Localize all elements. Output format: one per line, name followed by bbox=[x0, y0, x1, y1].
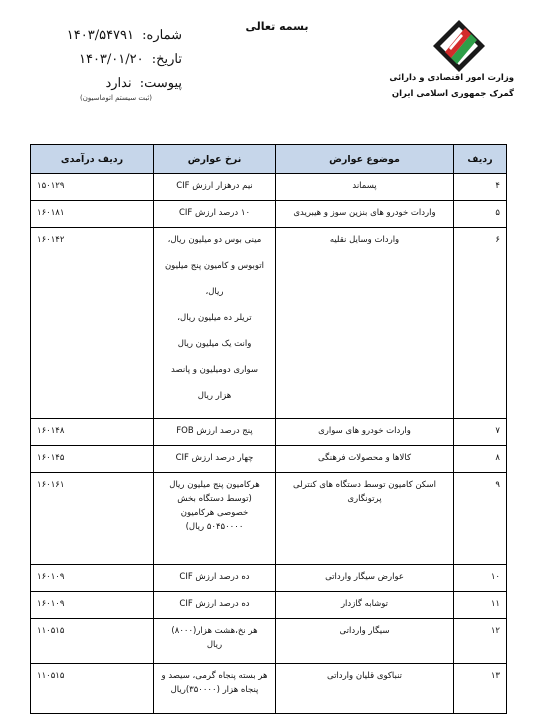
attachment-value: ندارد bbox=[105, 76, 132, 91]
income-code-cell: ۱۱۰۵۱۵ bbox=[31, 664, 154, 714]
rate-line: سواری دومیلیون و پانصد bbox=[170, 365, 259, 375]
rate-line: هرکامیون پنج میلیون ریال bbox=[169, 480, 260, 490]
table-row bbox=[31, 201, 507, 228]
table-row bbox=[31, 565, 507, 592]
rate-cell bbox=[154, 201, 276, 228]
table-header-row bbox=[31, 145, 507, 174]
row-number-cell: ۹ bbox=[454, 473, 507, 565]
letter-date bbox=[22, 48, 182, 72]
rate-cell bbox=[154, 473, 276, 565]
rate-line: مینی بوس دو میلیون ریال، bbox=[167, 235, 262, 245]
col-row-header: ردیف bbox=[454, 145, 507, 174]
rate-line: اتوبوس و کامیون پنج میلیون bbox=[164, 261, 265, 271]
rate-cell bbox=[154, 174, 276, 201]
table-row bbox=[31, 619, 507, 664]
income-code-cell: ۱۶۰۱۸۱ bbox=[31, 201, 154, 228]
row-number-cell: ۸ bbox=[454, 446, 507, 473]
col-income-header: ردیف درآمدی bbox=[31, 145, 154, 174]
row-number-cell: ۷ bbox=[454, 419, 507, 446]
table-body bbox=[31, 174, 507, 714]
rate-cell bbox=[154, 446, 276, 473]
table-row bbox=[31, 592, 507, 619]
organization-name bbox=[389, 70, 514, 102]
income-code-cell: ۱۵۰۱۲۹ bbox=[31, 174, 154, 201]
letter-header bbox=[0, 0, 534, 145]
org-ministry: وزارت امور اقتصادی و دارائی bbox=[389, 73, 514, 83]
rate-cell bbox=[154, 228, 276, 419]
row-number-cell: ۱۲ bbox=[454, 619, 507, 664]
customs-logo-icon bbox=[431, 18, 487, 74]
rate-line: وانت یک میلیون ریال bbox=[177, 339, 252, 349]
rate-line: نیم درهزار ارزش CIF bbox=[176, 181, 253, 191]
rate-line: پنج درصد ارزش FOB bbox=[176, 426, 253, 436]
letter-meta bbox=[22, 24, 182, 102]
rate-line: تریلر ده میلیون ریال، bbox=[177, 313, 252, 323]
rate-line: (توسط دستگاه بخش bbox=[177, 494, 252, 504]
rate-cell bbox=[154, 419, 276, 446]
rate-line: پنجاه هزار (۳۵۰۰۰۰)ریال bbox=[170, 685, 259, 695]
subject-cell: کالاها و محصولات فرهنگی bbox=[276, 446, 454, 473]
subject-cell: سیگار وارداتی bbox=[276, 619, 454, 664]
income-code-cell: ۱۶۰۱۰۹ bbox=[31, 565, 154, 592]
income-code-cell: ۱۶۰۱۶۱ bbox=[31, 473, 154, 565]
row-number-cell: ۶ bbox=[454, 228, 507, 419]
attachment-label: پیوست: bbox=[139, 76, 182, 91]
rate-line: ۵۰۴۵۰۰۰۰ ریال) bbox=[185, 522, 244, 532]
tariff-table bbox=[30, 144, 507, 714]
letter-attachment bbox=[22, 72, 182, 96]
rate-line: چهار درصد ارزش CIF bbox=[175, 453, 254, 463]
subject-cell: واردات وسایل نقلیه bbox=[276, 228, 454, 419]
rate-line: ده درصد ارزش CIF bbox=[179, 572, 250, 582]
table-row bbox=[31, 446, 507, 473]
number-value: ۱۴۰۳/۵۴۷۹۱ bbox=[66, 28, 135, 43]
col-rate-header: نرخ عوارض bbox=[154, 145, 276, 174]
row-number-cell: ۵ bbox=[454, 201, 507, 228]
table-row bbox=[31, 664, 507, 714]
rate-cell bbox=[154, 565, 276, 592]
system-note: (ثبت سیستم اتوماسیون) bbox=[80, 94, 152, 102]
rate-cell bbox=[154, 619, 276, 664]
org-customs: گمرک جمهوری اسلامی ایران bbox=[391, 89, 514, 99]
subject-cell: عوارض سیگار وارداتی bbox=[276, 565, 454, 592]
rate-line: ریال، bbox=[205, 287, 224, 297]
subject-cell: توشابه گازدار bbox=[276, 592, 454, 619]
rate-cell bbox=[154, 592, 276, 619]
bismillah-heading: بسمه تعالی bbox=[245, 20, 309, 33]
income-code-cell: ۱۱۰۵۱۵ bbox=[31, 619, 154, 664]
table-row bbox=[31, 228, 507, 419]
rate-line: هر بسته پنجاه گرمی، سیصد و bbox=[161, 671, 268, 681]
col-subject-header: موضوع عوارض bbox=[276, 145, 454, 174]
rate-line: هر نخ،هشت هزار(۸۰۰۰) bbox=[171, 626, 258, 636]
row-number-cell: ۱۰ bbox=[454, 565, 507, 592]
subject-cell: اسکن کامیون توسط دستگاه های کنترلی پرتونگاری bbox=[276, 473, 454, 565]
number-label: شماره: bbox=[142, 28, 182, 43]
subject-cell: تنباکوی قلیان وارداتی bbox=[276, 664, 454, 714]
income-code-cell: ۱۶۰۱۴۲ bbox=[31, 228, 154, 419]
rate-cell bbox=[154, 664, 276, 714]
row-number-cell: ۱۳ bbox=[454, 664, 507, 714]
rate-line: ریال bbox=[206, 640, 223, 650]
subject-cell: واردات خودرو های بنزین سوز و هیبریدی bbox=[276, 201, 454, 228]
rate-line: ده درصد ارزش CIF bbox=[179, 599, 250, 609]
table-row bbox=[31, 419, 507, 446]
subject-cell: واردات خودرو های سواری bbox=[276, 419, 454, 446]
row-number-cell: ۱۱ bbox=[454, 592, 507, 619]
date-value: ۱۴۰۳/۰۱/۲۰ bbox=[78, 52, 144, 67]
row-number-cell: ۴ bbox=[454, 174, 507, 201]
table-row bbox=[31, 174, 507, 201]
rate-line: خصوصی هرکامیون bbox=[180, 508, 249, 518]
rate-line: ۱۰ درصد ارزش CIF bbox=[178, 208, 251, 218]
income-code-cell: ۱۶۰۱۴۸ bbox=[31, 419, 154, 446]
rate-line: هزار ریال bbox=[197, 391, 232, 401]
subject-cell: پسماند bbox=[276, 174, 454, 201]
income-code-cell: ۱۶۰۱۰۹ bbox=[31, 592, 154, 619]
date-label: تاریخ: bbox=[151, 52, 182, 67]
table-row bbox=[31, 473, 507, 565]
income-code-cell: ۱۶۰۱۴۵ bbox=[31, 446, 154, 473]
letter-number bbox=[22, 24, 182, 48]
